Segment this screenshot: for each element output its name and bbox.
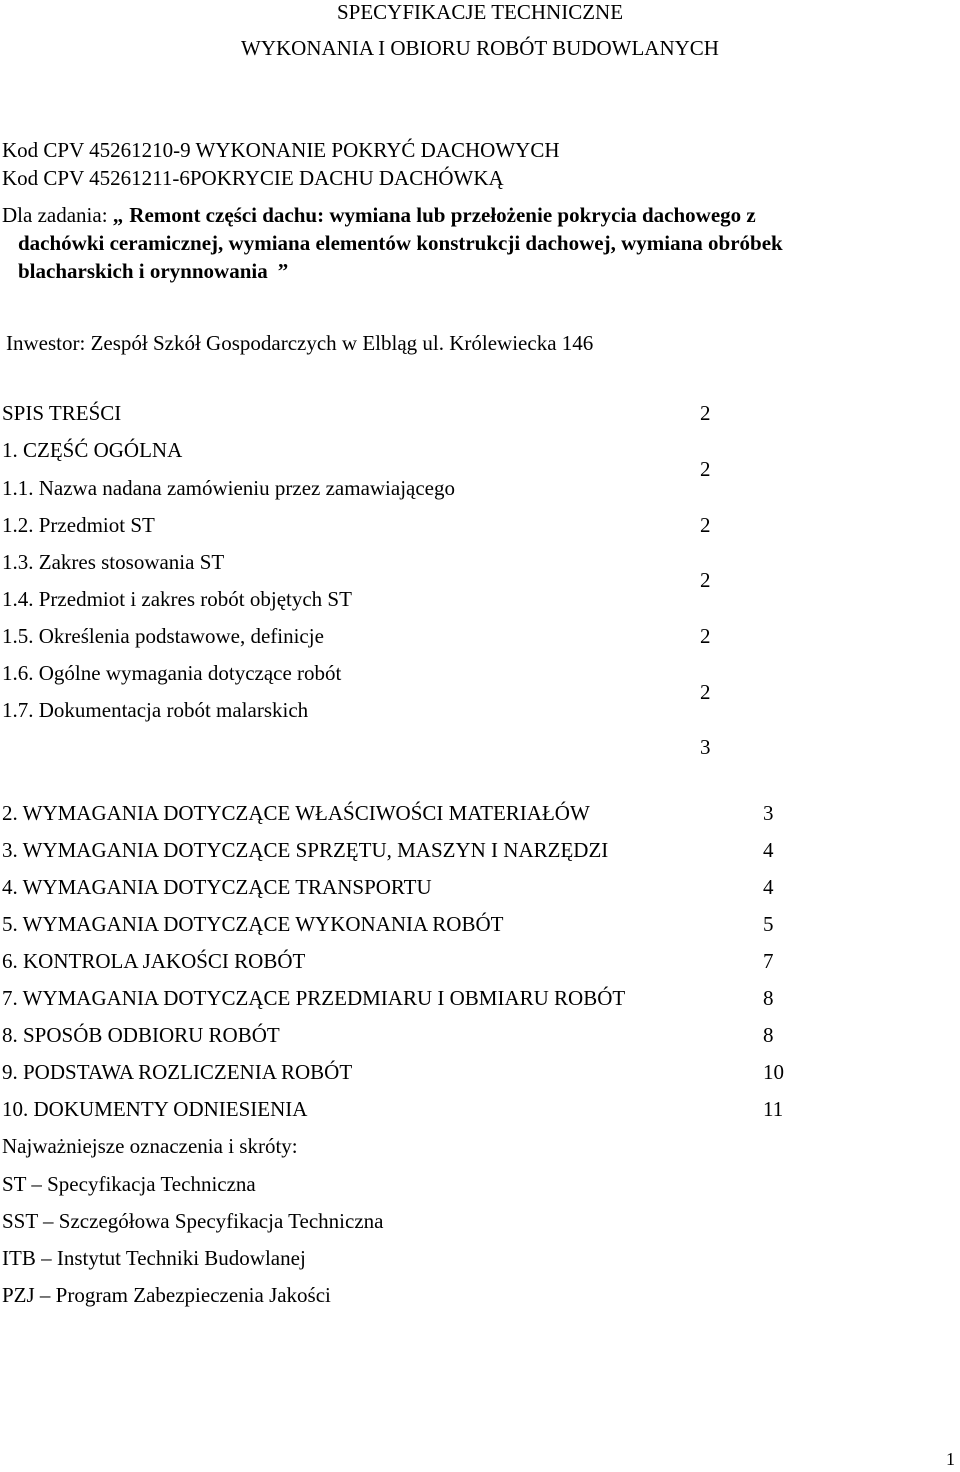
task-prefix: Dla zadania: [2, 203, 113, 227]
cpv-code-line1: Kod CPV 45261210-9 WYKONANIE POKRYĆ DACHOWYCH [2, 138, 560, 162]
toc-entry-1-4[interactable]: 1.4. Przedmiot i zakres robót objętych ST [2, 587, 352, 611]
toc-entry-1-1[interactable]: 1.1. Nazwa nadana zamówieniu przez zamawiającego [2, 476, 456, 500]
toc-entry-7[interactable]: 7. WYMAGANIA DOTYCZĄCE PRZEDMIARU I OBMIARU ROBÓT [2, 986, 626, 1010]
toc-page-2: 3 [763, 801, 774, 825]
task-title-line1: Remont części dachu: wymiana lub przełożenie pokrycia dachowego z [129, 203, 756, 227]
toc-entry-10[interactable]: 10. DOKUMENTY ODNIESIENIA [2, 1097, 308, 1121]
abbreviations-heading: Najważniejsze oznaczenia i skróty: [2, 1134, 298, 1158]
toc-entry-1-7[interactable]: 1.7. Dokumentacja robót malarskich [2, 698, 309, 722]
toc-sub-page: 2 [700, 457, 711, 481]
toc-page-3: 4 [763, 838, 774, 862]
task-title-line2: dachówki ceramicznej, wymiana elementów konstrukcji dachowej, wymiana obróbek [18, 231, 783, 255]
toc-page-10: 11 [763, 1097, 784, 1121]
abbreviation-item: PZJ – Program Zabezpieczenia Jakości [2, 1283, 331, 1307]
page-number: 1 [946, 1449, 955, 1469]
abbreviation-item: ST – Specyfikacja Techniczna [2, 1172, 256, 1196]
toc-sub-page: 2 [700, 680, 711, 704]
toc-entry-5[interactable]: 5. WYMAGANIA DOTYCZĄCE WYKONANIA ROBÓT [2, 912, 504, 936]
toc-entry-9[interactable]: 9. PODSTAWA ROZLICZENIA ROBÓT [2, 1060, 353, 1084]
toc-entry-3[interactable]: 3. WYMAGANIA DOTYCZĄCE SPRZĘTU, MASZYN I NARZĘDZI [2, 838, 609, 862]
toc-entry-8[interactable]: 8. SPOSÓB ODBIORU ROBÓT [2, 1023, 280, 1047]
toc-sub-page: 2 [700, 624, 711, 648]
toc-entry-1-2[interactable]: 1.2. Przedmiot ST [2, 513, 155, 537]
toc-page-8: 8 [763, 1023, 774, 1047]
toc-entry-1-5[interactable]: 1.5. Określenia podstawowe, definicje [2, 624, 324, 648]
abbreviation-item: ITB – Instytut Techniki Budowlanej [2, 1246, 306, 1270]
toc-heading-page: 2 [700, 401, 711, 425]
toc-page-5: 5 [763, 912, 774, 936]
toc-sub-page: 3 [700, 735, 711, 759]
toc-sub-page: 2 [700, 568, 711, 592]
cpv-code-line2: Kod CPV 45261211-6POKRYCIE DACHU DACHÓWKĄ [2, 166, 504, 190]
abbreviation-item: SST – Szczegółowa Specyfikacja Techniczna [2, 1209, 384, 1233]
document-title-line1: SPECYFIKACJE TECHNICZNE [336, 0, 624, 24]
toc-entry-1[interactable]: 1. CZĘŚĆ OGÓLNA [2, 438, 183, 462]
toc-sub-page: 2 [700, 513, 711, 537]
toc-heading: SPIS TREŚCI [2, 401, 122, 425]
toc-entry-1-6[interactable]: 1.6. Ogólne wymagania dotyczące robót [2, 661, 342, 685]
task-line1 [2, 205, 756, 226]
toc-entry-2[interactable]: 2. WYMAGANIA DOTYCZĄCE WŁAŚCIWOŚCI MATERIAŁÓW [2, 801, 590, 825]
investor-line: Inwestor: Zespół Szkół Gospodarczych w Elbląg ul. Królewiecka 146 [6, 331, 594, 355]
toc-entry-1-3[interactable]: 1.3. Zakres stosowania ST [2, 550, 225, 574]
document-title-line2: WYKONANIA I OBIORU ROBÓT BUDOWLANYCH [241, 36, 719, 60]
task-title-line3 [18, 261, 288, 282]
task-title-line3-text: blacharskich i orynnowania [18, 259, 268, 283]
toc-page-4: 4 [763, 875, 774, 899]
toc-page-9: 10 [763, 1060, 784, 1084]
task-quote-open: „ [112, 203, 124, 227]
toc-entry-6[interactable]: 6. KONTROLA JAKOŚCI ROBÓT [2, 949, 306, 973]
toc-page-7: 8 [763, 986, 774, 1010]
task-quote-close: ” [277, 259, 289, 283]
toc-entry-4[interactable]: 4. WYMAGANIA DOTYCZĄCE TRANSPORTU [2, 875, 432, 899]
toc-page-6: 7 [763, 949, 774, 973]
